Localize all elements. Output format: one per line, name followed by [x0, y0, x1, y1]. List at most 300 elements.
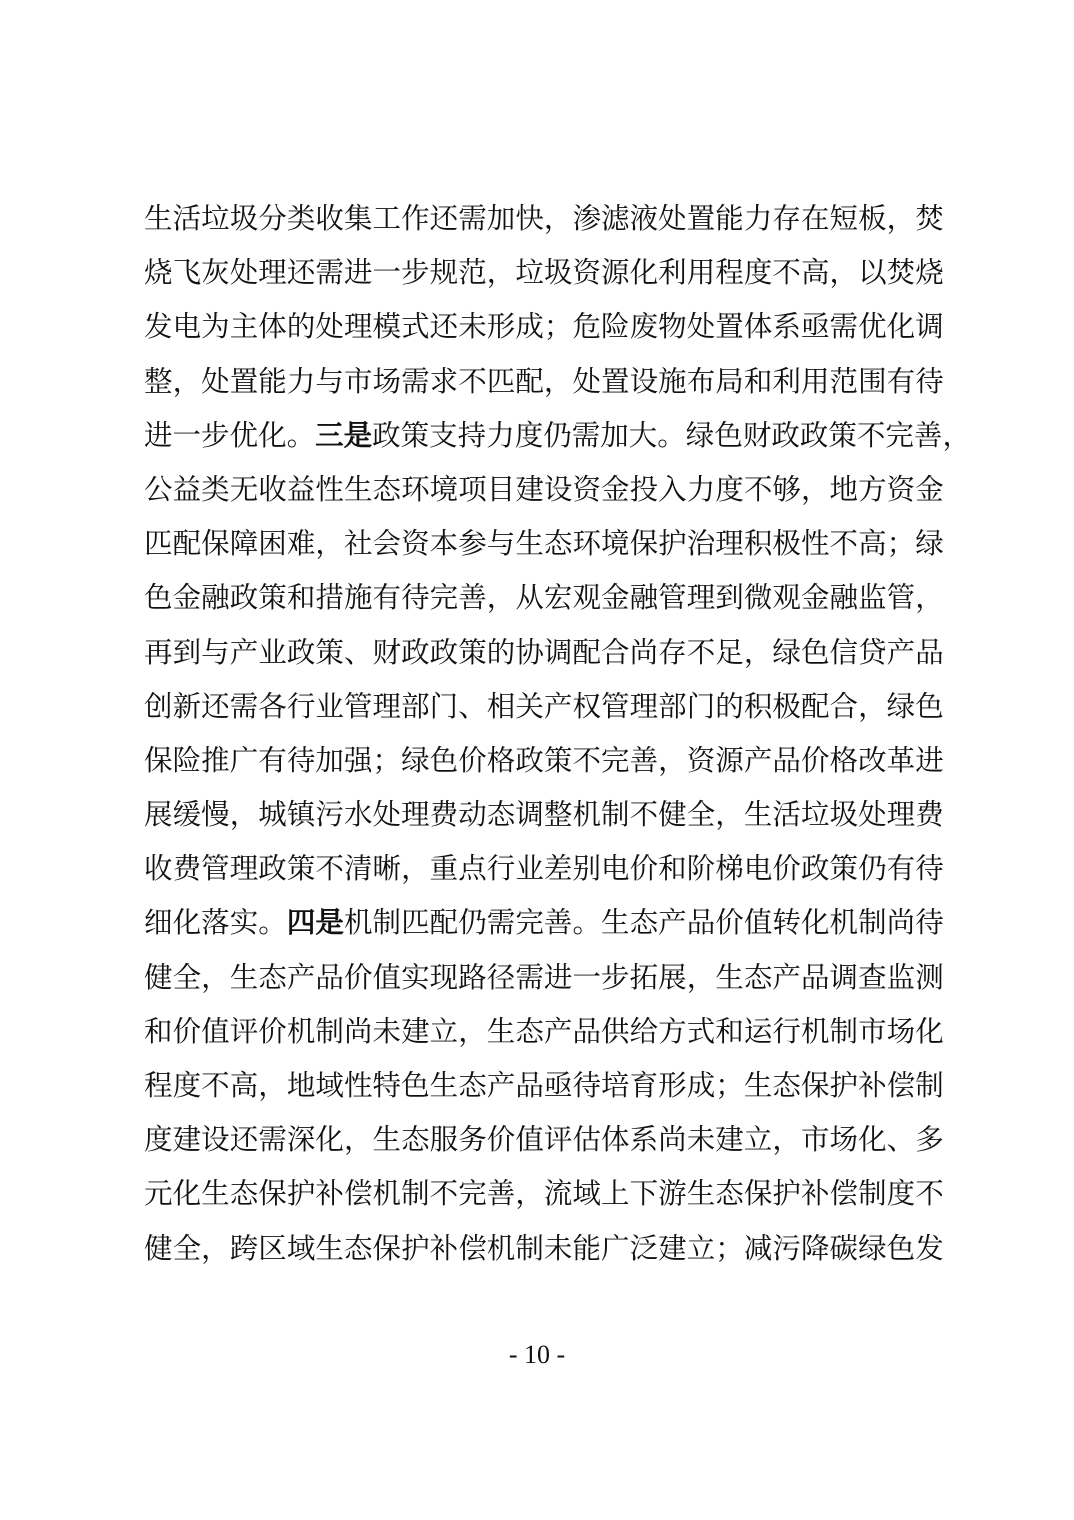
text-char: 业	[315, 689, 344, 723]
text-char: 还	[429, 310, 459, 344]
text-char: 管	[201, 852, 230, 886]
text-char: 绿	[401, 743, 430, 777]
text-char: 转	[772, 906, 801, 940]
text-char: 健	[658, 798, 687, 832]
text-line	[144, 571, 944, 625]
text-char: 产	[229, 635, 259, 669]
text-char: 观	[572, 581, 601, 615]
text-char: 圾	[543, 256, 573, 290]
text-char: 费	[172, 852, 202, 886]
text-char: 差	[543, 852, 573, 886]
text-char: ；	[715, 1069, 744, 1102]
text-char: 调	[515, 798, 544, 832]
text-line	[144, 1167, 944, 1221]
text-char: 补	[800, 1177, 830, 1211]
text-char: 不	[856, 418, 886, 452]
text-char: 绿	[886, 689, 916, 723]
text-char: 力	[686, 472, 716, 506]
text-char: 补	[315, 1177, 344, 1211]
text-char: 价	[800, 743, 830, 777]
text-char: 格	[829, 743, 859, 777]
text-char: 慢	[201, 798, 230, 832]
text-char: 、	[886, 1123, 916, 1157]
text-char: 和	[743, 364, 773, 398]
text-char: 估	[572, 1123, 601, 1157]
text-line	[144, 192, 944, 246]
text-char: 市	[858, 1014, 887, 1048]
text-char: 和	[286, 581, 316, 615]
text-char: 政	[799, 418, 829, 452]
text-char: 评	[543, 1123, 573, 1157]
text-char: 策	[543, 743, 573, 777]
text-char: 产	[658, 906, 687, 940]
text-char: 门	[429, 689, 459, 723]
text-char: 高	[229, 1069, 259, 1102]
text-line	[144, 788, 944, 842]
text-char: 境	[601, 527, 630, 561]
text-char: 步	[401, 256, 430, 290]
text-char: 不	[458, 364, 487, 398]
text-char: 形	[486, 310, 516, 344]
text-char: 监	[886, 960, 916, 994]
text-char: 缓	[172, 798, 202, 832]
text-char: 生	[715, 960, 744, 994]
text-char: 以	[858, 256, 887, 290]
text-char: 度	[172, 1069, 202, 1102]
text-char: 参	[458, 527, 487, 561]
text-char: 高	[800, 256, 830, 290]
text-char: 加	[315, 743, 344, 777]
text-char: 水	[343, 798, 373, 832]
text-char: 建	[401, 1014, 430, 1048]
text-char: 、	[343, 635, 373, 669]
text-char: ，	[201, 1231, 230, 1265]
text-char: 渗	[572, 202, 601, 235]
text-char: 整	[144, 364, 173, 398]
text-char: ，	[915, 581, 944, 615]
text-char: ，	[515, 1177, 544, 1211]
text-char: 场	[886, 1014, 916, 1048]
text-char: 。	[572, 906, 601, 940]
text-line	[144, 680, 944, 734]
text-char: 管	[343, 689, 373, 723]
text-char: 焚	[886, 256, 916, 290]
text-char: 加	[486, 202, 516, 235]
text-char: 理	[258, 256, 287, 290]
text-char: 亟	[543, 1069, 573, 1102]
text-char: 废	[629, 310, 659, 344]
text-char: 需	[829, 310, 859, 344]
text-char: ，	[543, 364, 573, 398]
text-char: 品	[572, 1014, 601, 1048]
text-char: 大	[628, 418, 658, 452]
text-char: 极	[772, 689, 801, 723]
text-char: 需	[571, 418, 601, 452]
text-char: 需	[315, 256, 344, 290]
text-char: 重	[429, 852, 459, 886]
text-char: 特	[372, 1069, 402, 1102]
body-paragraph	[144, 192, 971, 1276]
text-char: 行	[772, 1014, 801, 1048]
text-char: 一	[572, 960, 601, 994]
text-char: 加	[600, 418, 629, 452]
bold-emphasis-char: 是	[315, 906, 344, 940]
text-char: 产	[543, 689, 573, 723]
text-char: 污	[772, 1231, 801, 1265]
text-char: 善	[458, 581, 487, 615]
text-char: 处	[201, 364, 230, 398]
text-char: ；	[372, 743, 402, 777]
text-char: 绿	[772, 635, 801, 669]
text-line	[144, 1113, 944, 1167]
text-char: 制	[829, 1014, 859, 1048]
text-char: 不	[429, 1177, 459, 1211]
text-line	[144, 842, 944, 896]
text-char: 护	[772, 1177, 801, 1211]
text-char: 产	[886, 635, 916, 669]
text-char: 育	[629, 1069, 659, 1102]
text-char: 置	[686, 202, 716, 235]
text-char: 匹	[486, 364, 516, 398]
text-char: 发	[144, 310, 173, 344]
text-char: 保	[201, 527, 230, 561]
text-char: 化	[800, 906, 830, 940]
text-line	[144, 626, 944, 680]
text-char: 环	[572, 527, 601, 561]
text-char: 尚	[343, 1014, 373, 1048]
text-char: 偿	[886, 1069, 916, 1102]
text-char: 值	[372, 960, 402, 994]
text-char: 与	[315, 364, 344, 398]
text-char: 收	[258, 472, 287, 506]
text-char: 程	[715, 256, 744, 290]
text-char: 体	[258, 310, 287, 344]
text-char: 从	[515, 581, 544, 615]
text-char: 市	[800, 1123, 830, 1157]
text-char: 色	[800, 635, 830, 669]
text-char: 色	[401, 1069, 430, 1102]
text-char: 理	[629, 689, 659, 723]
text-char: 的	[486, 635, 516, 669]
text-char: 元	[144, 1177, 173, 1211]
text-char: 值	[515, 1123, 544, 1157]
text-char: 治	[686, 527, 716, 561]
text-char: 动	[458, 798, 487, 832]
text-char: 色	[714, 418, 743, 452]
text-char: 品	[772, 743, 801, 777]
text-char: 减	[743, 1231, 773, 1265]
text-char: 施	[343, 581, 373, 615]
text-char: 价	[458, 743, 487, 777]
text-char: 融	[829, 581, 859, 615]
text-char: 生	[743, 1069, 773, 1102]
text-line	[144, 463, 944, 517]
text-char: 度	[743, 256, 773, 290]
text-char: 护	[401, 1231, 430, 1265]
text-char: 费	[429, 798, 459, 832]
text-char: 活	[772, 798, 801, 832]
text-char: 生	[743, 798, 773, 832]
text-char: 与	[486, 527, 516, 561]
text-char: 门	[686, 689, 716, 723]
text-char: 建	[715, 1123, 744, 1157]
text-char: 作	[401, 202, 430, 235]
text-char: 拓	[629, 960, 659, 994]
text-char: 产	[772, 960, 801, 994]
text-char: 收	[144, 852, 173, 886]
bold-emphasis-char: 四	[286, 906, 316, 940]
text-char: 类	[286, 202, 316, 235]
text-char: 绿	[915, 527, 944, 561]
text-char: 处	[315, 310, 344, 344]
text-char: 利	[658, 256, 687, 290]
text-char: 进	[915, 743, 944, 777]
text-char: 政	[258, 852, 287, 886]
text-char: 待	[572, 1069, 601, 1102]
text-char: 金	[172, 581, 202, 615]
text-char: 不	[915, 1177, 944, 1211]
text-char: 关	[515, 689, 544, 723]
text-char: 价	[772, 852, 801, 886]
text-char: 险	[601, 310, 630, 344]
text-char: 范	[458, 256, 487, 290]
text-char: 费	[915, 798, 944, 832]
text-char: 制	[372, 906, 402, 940]
text-char: 需	[258, 1123, 287, 1157]
text-char: ，	[201, 960, 230, 994]
text-char: 展	[658, 960, 687, 994]
text-char: 绿	[858, 1231, 887, 1265]
text-char: 未	[372, 1014, 402, 1048]
text-char: 化	[315, 1123, 344, 1157]
text-char: 需	[515, 960, 544, 994]
text-char: 。	[258, 906, 287, 940]
text-char: 工	[372, 202, 402, 235]
text-char: 类	[201, 472, 230, 506]
text-char: 板	[858, 202, 887, 235]
text-char: 电	[601, 852, 630, 886]
text-char: 资	[686, 743, 716, 777]
text-char: 体	[743, 310, 773, 344]
text-char: 调	[915, 310, 944, 344]
text-char: 的	[715, 689, 744, 723]
text-line	[144, 517, 944, 571]
text-char: 能	[572, 1231, 601, 1265]
text-char: 资	[572, 256, 601, 290]
text-char: 广	[229, 743, 259, 777]
text-char: 活	[172, 202, 202, 235]
text-char: 电	[172, 310, 202, 344]
text-char: 管	[886, 581, 916, 615]
text-char: 系	[772, 310, 801, 344]
text-char: 建	[658, 1231, 687, 1265]
text-char: 完	[515, 906, 544, 940]
text-char: 不	[829, 527, 859, 561]
text-char: 存	[772, 202, 801, 235]
text-char: 机	[800, 1014, 830, 1048]
text-char: 政	[515, 743, 544, 777]
text-char: 护	[658, 527, 687, 561]
text-char: 革	[886, 743, 916, 777]
text-char: 烧	[915, 256, 944, 290]
text-char: ，	[942, 418, 971, 452]
text-char: 产	[543, 1014, 573, 1048]
text-char: 配	[172, 527, 202, 561]
text-char: 完	[429, 581, 459, 615]
text-char: 完	[885, 418, 914, 452]
text-char: 深	[286, 1123, 316, 1157]
text-char: ；	[543, 310, 573, 344]
text-char: 碳	[829, 1231, 859, 1265]
text-char: 游	[658, 1177, 687, 1211]
text-char: 细	[144, 906, 173, 940]
text-char: 制	[858, 1177, 887, 1211]
text-char: 立	[743, 1123, 773, 1157]
text-char: 还	[429, 202, 459, 235]
text-char: 产	[286, 960, 316, 994]
text-char: 处	[858, 798, 887, 832]
text-char: 行	[486, 852, 516, 886]
text-char: 推	[201, 743, 230, 777]
text-char: 式	[686, 1014, 716, 1048]
text-line	[144, 300, 944, 354]
text-char: 系	[629, 1123, 659, 1157]
text-char: 护	[286, 1177, 316, 1211]
text-char: 权	[572, 689, 601, 723]
text-char: 制	[315, 1014, 344, 1048]
text-char: ，	[401, 852, 430, 886]
text-char: 政	[800, 852, 830, 886]
text-char: 培	[601, 1069, 630, 1102]
text-char: 态	[629, 906, 659, 940]
text-char: 为	[201, 310, 230, 344]
text-char: 政	[286, 635, 316, 669]
text-char: 善	[629, 743, 659, 777]
text-char: ；	[886, 527, 916, 561]
text-char: 合	[829, 689, 859, 723]
text-char: 健	[144, 960, 173, 994]
text-char: 管	[601, 689, 630, 723]
text-char: 度	[514, 418, 544, 452]
text-char: 有	[372, 581, 402, 615]
text-char: 全	[686, 798, 716, 832]
text-char: 价	[715, 906, 744, 940]
text-char: 值	[743, 906, 773, 940]
text-char: 生	[372, 1123, 402, 1157]
text-char: 查	[858, 960, 887, 994]
text-char: 化	[915, 1014, 944, 1048]
text-char: 利	[772, 364, 801, 398]
text-char: 合	[601, 635, 630, 669]
text-char: ，	[172, 364, 202, 398]
text-char: 业	[258, 635, 287, 669]
text-char: 够	[772, 472, 801, 506]
text-char: 资	[886, 472, 916, 506]
text-char: 匹	[401, 906, 430, 940]
text-char: 力	[486, 418, 515, 452]
text-char: 域	[572, 1177, 601, 1211]
text-char: 极	[772, 527, 801, 561]
text-char: 偿	[458, 1231, 487, 1265]
text-line	[144, 355, 944, 409]
text-char: 步	[201, 418, 230, 452]
text-char: 善	[543, 906, 573, 940]
text-char: 城	[258, 798, 287, 832]
text-char: 入	[658, 472, 687, 506]
text-char: ，	[658, 743, 687, 777]
text-char: 成	[686, 1069, 716, 1102]
text-char: 生	[201, 1177, 230, 1211]
text-char: 健	[144, 1231, 173, 1265]
text-char: 高	[858, 527, 887, 561]
text-char: 生	[601, 906, 630, 940]
text-char: 整	[543, 798, 573, 832]
text-char: 政	[372, 418, 401, 452]
text-char: 和	[144, 1014, 173, 1048]
text-char: ，	[743, 635, 773, 669]
text-char: 式	[401, 310, 430, 344]
text-char: 协	[515, 635, 544, 669]
text-char: 不	[686, 635, 716, 669]
text-char: 积	[743, 527, 773, 561]
text-char: 态	[372, 472, 402, 506]
text-char: 生	[343, 472, 373, 506]
text-char: 范	[829, 364, 859, 398]
text-char: 源	[715, 743, 744, 777]
text-char: ，	[486, 581, 516, 615]
text-char: 成	[515, 310, 544, 344]
text-char: 配	[572, 635, 601, 669]
text-char: 性	[343, 1069, 373, 1102]
text-char: 评	[229, 1014, 259, 1048]
text-char: 度	[886, 1177, 916, 1211]
text-char: 益	[286, 472, 316, 506]
text-char: 镇	[286, 798, 316, 832]
text-char: 再	[144, 635, 173, 669]
text-char: 新	[172, 689, 202, 723]
text-char: 微	[743, 581, 773, 615]
text-char: 资	[572, 472, 601, 506]
text-char: 待	[915, 364, 944, 398]
text-char: 服	[429, 1123, 459, 1157]
text-char: ，	[715, 798, 744, 832]
text-char: 价	[258, 1014, 287, 1048]
bold-emphasis-char: 是	[343, 418, 373, 452]
text-char: 金	[915, 472, 944, 506]
text-char: 不	[772, 256, 801, 290]
text-char: 不	[743, 472, 773, 506]
text-char: 不	[201, 1069, 230, 1102]
text-char: 流	[543, 1177, 573, 1211]
text-char: ，	[343, 1123, 373, 1157]
text-char: 电	[743, 852, 773, 886]
text-char: 规	[429, 256, 459, 290]
text-char: 监	[858, 581, 887, 615]
text-char: 持	[457, 418, 487, 452]
text-char: 理	[886, 798, 916, 832]
text-char: 能	[715, 202, 744, 235]
text-char: 焚	[915, 202, 944, 235]
text-char: 危	[572, 310, 601, 344]
text-char: 制	[401, 1177, 430, 1211]
text-char: 处	[572, 364, 601, 398]
text-char: 上	[601, 1177, 630, 1211]
text-char: 源	[601, 256, 630, 290]
text-char: 态	[743, 960, 773, 994]
text-char: 建	[172, 1123, 202, 1157]
text-char: 公	[144, 472, 173, 506]
text-char: 偿	[829, 1177, 859, 1211]
